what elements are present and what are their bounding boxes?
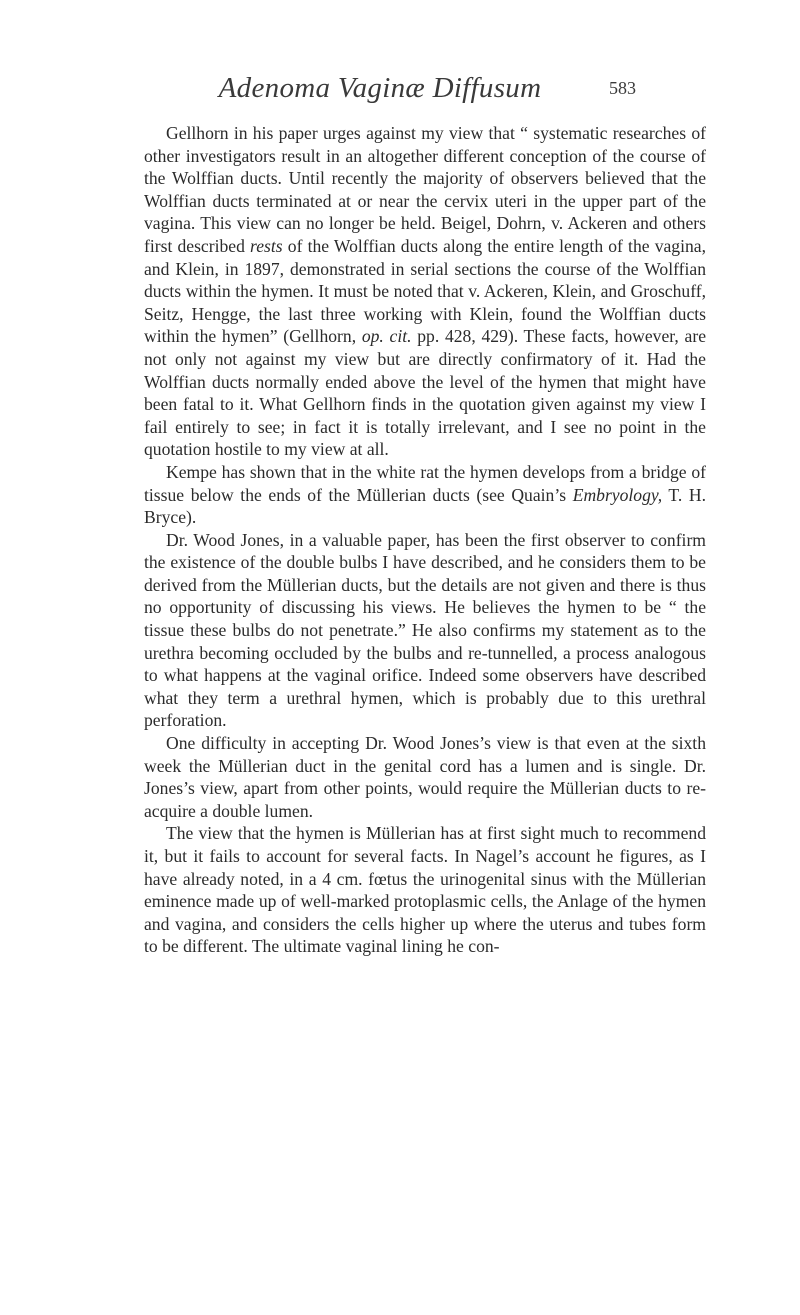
body-text — [144, 122, 706, 958]
italic-text: op. cit. — [361, 326, 412, 347]
italic-text: Embryology, — [572, 484, 663, 505]
paragraph — [144, 529, 706, 732]
text-run: One difficulty in accepting Dr. Wood Jones’s view is that even at the sixth week the Müllerian duct in the genital cord has a lumen and is single. Dr. Jones’s view, apart from other points, would require the Müllerian ducts to re-acquire a double lumen. — [144, 733, 706, 821]
text-run: pp. 428, 429). These facts, however, are not only not against my view but are directly confirmatory of it. Had the Wolffian ducts normally ended above the level of the hymen that might have been fatal to it. What Gellhorn finds in the quotation given against my view I fail entirely to see; in fact it is totally irrelevant, and I see no point in the quotation hostile to my view at all. — [144, 326, 707, 460]
text-run: The view that the hymen is Müllerian has at first sight much to recommend it, but it fails to account for several facts. In Nagel’s account he figures, as I have already noted, in a 4 cm. fœtus the urinogenital sinus with the Müllerian eminence made up of well-marked protoplasmic cells, the Anlage of the hymen and vagina, and considers the cells higher up where the uterus and tubes form to be different. The ultimate vaginal lining he con- — [144, 823, 706, 957]
running-title: Adenoma Vaginæ Diffusum — [218, 72, 542, 104]
text-run: Kempe has shown that in the white rat the hymen develops from a bridge of tissue below the ends of the Müllerian ducts (see Quain’s — [144, 461, 706, 505]
paragraph — [144, 461, 706, 529]
text-run: of the Wolffian ducts along the entire length of the vagina, and Klein, in 1897, demonstrated in serial sections the course of the Wolffian ducts within the hymen. It must be noted that v. Ackeren, Klein, and Groschuff, Seitz, Hengge, the last three working with Klein, found the Wolffian ducts within the hymen” (Gellhorn, — [144, 235, 706, 347]
paragraph — [144, 122, 706, 461]
italic-text: rests — [250, 235, 283, 256]
paragraph — [144, 822, 706, 958]
text-run: Dr. Wood Jones, in a valuable paper, has been the first observer to confirm the existence of the double bulbs I have described, and he considers them to be derived from the Müllerian ducts, but the details are not given and there is thus no opportunity of discussing his views. He believes the hymen to be “ the tissue these bulbs do not penetrate.” He also confirms my statement as to the urethra becoming occluded by the bulbs and re-tunnelled, a process analogous to what happens at the vaginal orifice. Indeed some observers have described what they term a urethral hymen, which is probably due to this urethral perforation. — [144, 529, 706, 731]
text-run: T. H. Bryce). — [144, 484, 706, 528]
text-run: Gellhorn in his paper urges against my view that “ systematic researches of other investigators result in an altogether different conception of the course of the Wolffian ducts. Until recently the majority of observers believed that the Wolffian ducts terminated at or near the cervix uteri in the upper part of the vagina. This view can no longer be held. Beigel, Dohrn, v. Ackeren and others first described — [144, 123, 706, 256]
page-header — [0, 72, 800, 112]
paragraph — [144, 732, 706, 822]
page-number: 583 — [609, 78, 636, 98]
